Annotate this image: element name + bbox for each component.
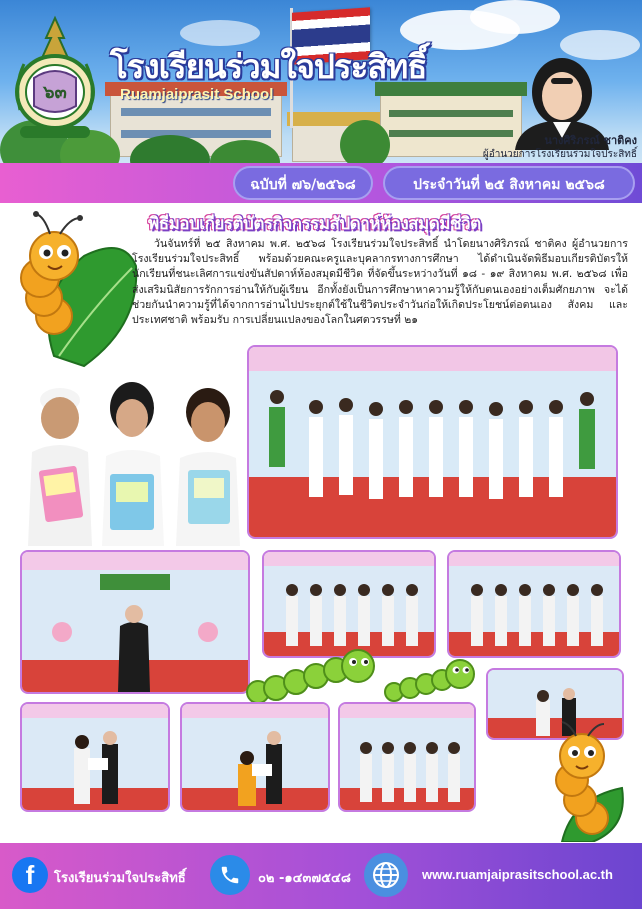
caterpillar-mascot-icon (532, 718, 632, 842)
photo-award-1 (22, 704, 168, 810)
green-caterpillar-icon (244, 640, 488, 710)
article-paragraph: วันจันทร์ที่ ๒๕ สิงหาคม พ.ศ. ๒๕๖๘ โรงเรียนร่วมใจประสิทธิ์ นำโดยนางศิริภรณ์ ชาติคง ผู้อำนวยการโรงเรียนร่วมใจประสิทธิ์ พร้อมด้วยคณะครูและบุคลากรทางการศึกษา ได้ดำเนินจัดพิธีมอบเกียรติบัตรให้นักเรียนที่ชนะเลิศการแข่งขันสัปดาห์ห้องสมุดมีชีวิต ที่จัดขึ้นระหว่างวันที่ ๑๘ - ๑๙ สิงหาคม พ.ศ. ๒๕๖๘ เพื่อส่งเสริมนิสัยการรักการอ่านให้กับผู้เรียน อีกทั้งยังเป็นการศึกษาหาความรู้ให้กับตนเองอย่างเต็มศักยภาพ จะได้ช่วยกันนำความรู้ที่ได้จากการอ่านไปประยุกต์ใช้ในชีวิตประจำวันก่อให้เกิดประโยชน์ต่อตนเอง สังคม และประเทศชาติ พร้อมรับ การเปลี่ยนแปลงของโลกในศตวรรษที่ ๒๑ (132, 238, 628, 327)
caterpillar-leaf-icon (14, 206, 140, 376)
phone-number[interactable]: ๐๒ -๑๔๓๗๕๔๘ (258, 871, 351, 886)
facebook-icon[interactable]: f (12, 857, 48, 893)
facebook-page-name[interactable]: โรงเรียนร่วมใจประสิทธิ์ (54, 871, 186, 886)
students-with-books-photo (14, 378, 246, 546)
issue-date-badge: ประจำวันที่ ๒๕ สิงหาคม ๒๕๖๘ (383, 166, 635, 200)
footer-bar (0, 843, 642, 909)
photo-director-stage (22, 552, 248, 692)
website-link[interactable]: www.ruamjaiprasitschool.ac.th (422, 867, 613, 882)
group-photo-main (249, 347, 616, 537)
article-body (132, 237, 628, 328)
school-logo-icon (12, 14, 98, 142)
school-name-english: Ruamjaiprasit School (120, 86, 274, 103)
photo-award-2 (182, 704, 328, 810)
globe-icon[interactable] (364, 853, 408, 897)
photo-group-4 (340, 704, 474, 810)
svg-text:๖๓: ๖๓ (43, 82, 67, 103)
phone-icon[interactable] (210, 855, 250, 895)
issue-number-badge: ฉบับที่ ๗๖/๒๕๖๘ (233, 166, 373, 200)
director-title: ผู้อำนวยการโรงเรียนร่วมใจประสิทธิ์ (482, 149, 637, 160)
director-name: นางศิริภรณ์ ชาติคง (544, 134, 637, 147)
article-headline: พิธีมอบเกียรติบัตรกิจกรรมสัปดาห์ห้องสมุดมีชีวิต (148, 214, 481, 234)
cloud (470, 0, 560, 34)
cloud (560, 30, 640, 60)
school-name-thai: โรงเรียนร่วมใจประสิทธิ์ (110, 47, 427, 86)
